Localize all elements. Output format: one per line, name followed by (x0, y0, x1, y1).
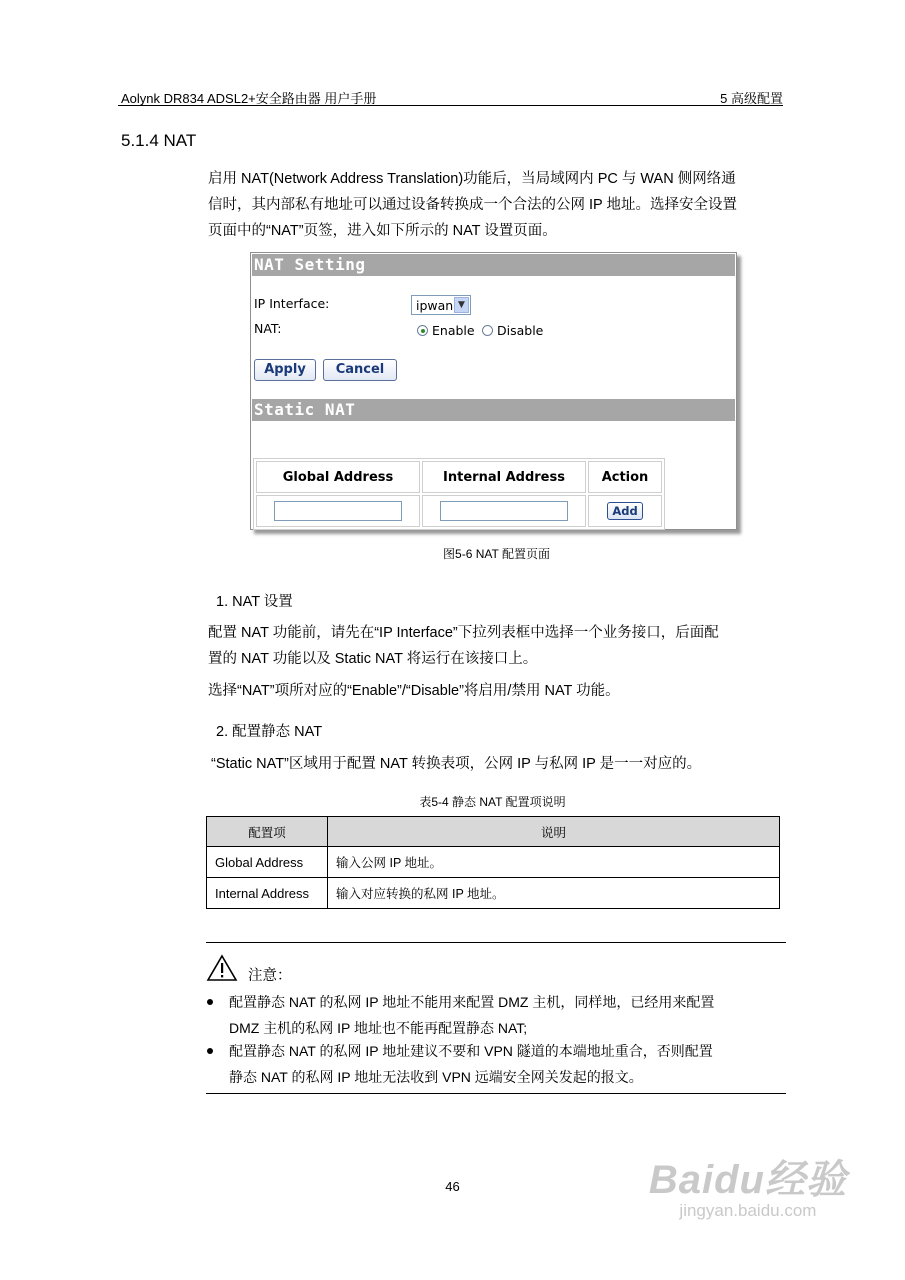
bullet-dot (207, 999, 213, 1005)
section-title: 5.1.4 NAT (121, 131, 197, 150)
note-bullet (229, 1038, 784, 1090)
note-line: DMZ 主机的私网 IP 地址也不能再配置静态 NAT; (229, 1020, 528, 1036)
subsection-1-paragraph (208, 620, 786, 704)
bullet-dot (207, 1048, 213, 1054)
figure-caption: 图5-6 NAT 配置页面 (443, 547, 550, 561)
note-line: 静态 NAT 的私网 IP 地址无法收到 VPN 远端安全网关发起的报文。 (229, 1069, 643, 1085)
table-cell-desc: 输入对应转换的私网 IP 地址。 (328, 878, 780, 909)
col-action: Action (588, 461, 662, 493)
global-address-cell (256, 495, 420, 527)
watermark-brand: Baidu经验 (648, 1158, 847, 1202)
col-global-address: Global Address (256, 461, 420, 493)
paragraph-line: 置的 NAT 功能以及 Static NAT 将运行在该接口上。 (208, 651, 538, 667)
warning-icon (206, 954, 238, 982)
nat-label: NAT: (254, 321, 282, 336)
intro-line: 信时，其内部私有地址可以通过设备转换成一个合法的公网 IP 地址。选择安全设置 (208, 197, 737, 213)
static-nat-table (253, 458, 665, 530)
note-bullet (229, 989, 784, 1041)
chevron-down-icon[interactable]: ▼ (454, 297, 469, 313)
subsection-2-line: “Static NAT”区域用于配置 NAT 转换表项，公网 IP 与私网 IP 是一一对应的。 (211, 756, 702, 772)
action-cell (588, 495, 662, 527)
subsection-title-1: 1. NAT 设置 (216, 594, 293, 610)
internal-address-input[interactable] (440, 501, 568, 521)
col-internal-address: Internal Address (422, 461, 586, 493)
running-header-chapter: 5 高级配置 (720, 91, 783, 106)
nat-enable-label: Enable (432, 323, 475, 338)
intro-line: 启用 NAT(Network Address Translation)功能后，当局域网内 PC 与 WAN 侧网络通 (208, 171, 736, 187)
static-nat-title-bar: Static NAT (252, 399, 735, 421)
subsection-title-2: 2. 配置静态 NAT (216, 724, 323, 740)
nat-disable-label: Disable (497, 323, 544, 338)
nat-enable-radio[interactable] (417, 325, 428, 336)
header-rule (118, 105, 783, 106)
intro-line: 页面中的“NAT”页签，进入如下所示的 NAT 设置页面。 (208, 223, 557, 239)
add-button[interactable]: Add (607, 502, 643, 520)
ip-interface-select[interactable] (411, 295, 471, 315)
table-row (207, 847, 780, 878)
cancel-button[interactable]: Cancel (323, 359, 397, 381)
note-title: 注意： (248, 968, 292, 984)
table-cell-item: Internal Address (207, 878, 328, 909)
apply-button[interactable]: Apply (254, 359, 316, 381)
table-header-desc: 说明 (328, 817, 780, 847)
table-row (207, 878, 780, 909)
paragraph-line: 选择“NAT”项所对应的“Enable”/“Disable”将启用/禁用 NAT 功能。 (208, 683, 620, 699)
table-cell-item: Global Address (207, 847, 328, 878)
watermark-url: jingyan.baidu.com (679, 1201, 817, 1220)
ip-interface-label: IP Interface: (254, 296, 330, 311)
nat-setting-screenshot (250, 252, 737, 530)
paragraph-line: 配置 NAT 功能前，请先在“IP Interface”下拉列表框中选择一个业务接口，后面配 (208, 625, 719, 641)
global-address-input[interactable] (274, 501, 402, 521)
intro-paragraph (208, 166, 786, 244)
note-bottom-rule (206, 1093, 786, 1094)
running-header-title: Aolynk DR834 ADSL2+安全路由器 用户手册 (121, 91, 377, 106)
watermark (649, 1148, 847, 1221)
page-number: 46 (445, 1179, 460, 1194)
note-line: 配置静态 NAT 的私网 IP 地址不能用来配置 DMZ 主机，同样地，已经用来配置 (229, 994, 715, 1010)
table-header-item: 配置项 (207, 817, 328, 847)
ip-interface-value: ipwan (416, 298, 454, 313)
note-top-rule (206, 942, 786, 943)
table-cell-desc: 输入公网 IP 地址。 (328, 847, 780, 878)
note-line: 配置静态 NAT 的私网 IP 地址建议不要和 VPN 隧道的本端地址重合，否则配置 (229, 1043, 713, 1059)
config-table (206, 816, 780, 909)
internal-address-cell (422, 495, 586, 527)
nat-setting-title-bar: NAT Setting (252, 254, 735, 276)
nat-disable-radio[interactable] (482, 325, 493, 336)
table-caption: 表5-4 静态 NAT 配置项说明 (419, 795, 566, 809)
